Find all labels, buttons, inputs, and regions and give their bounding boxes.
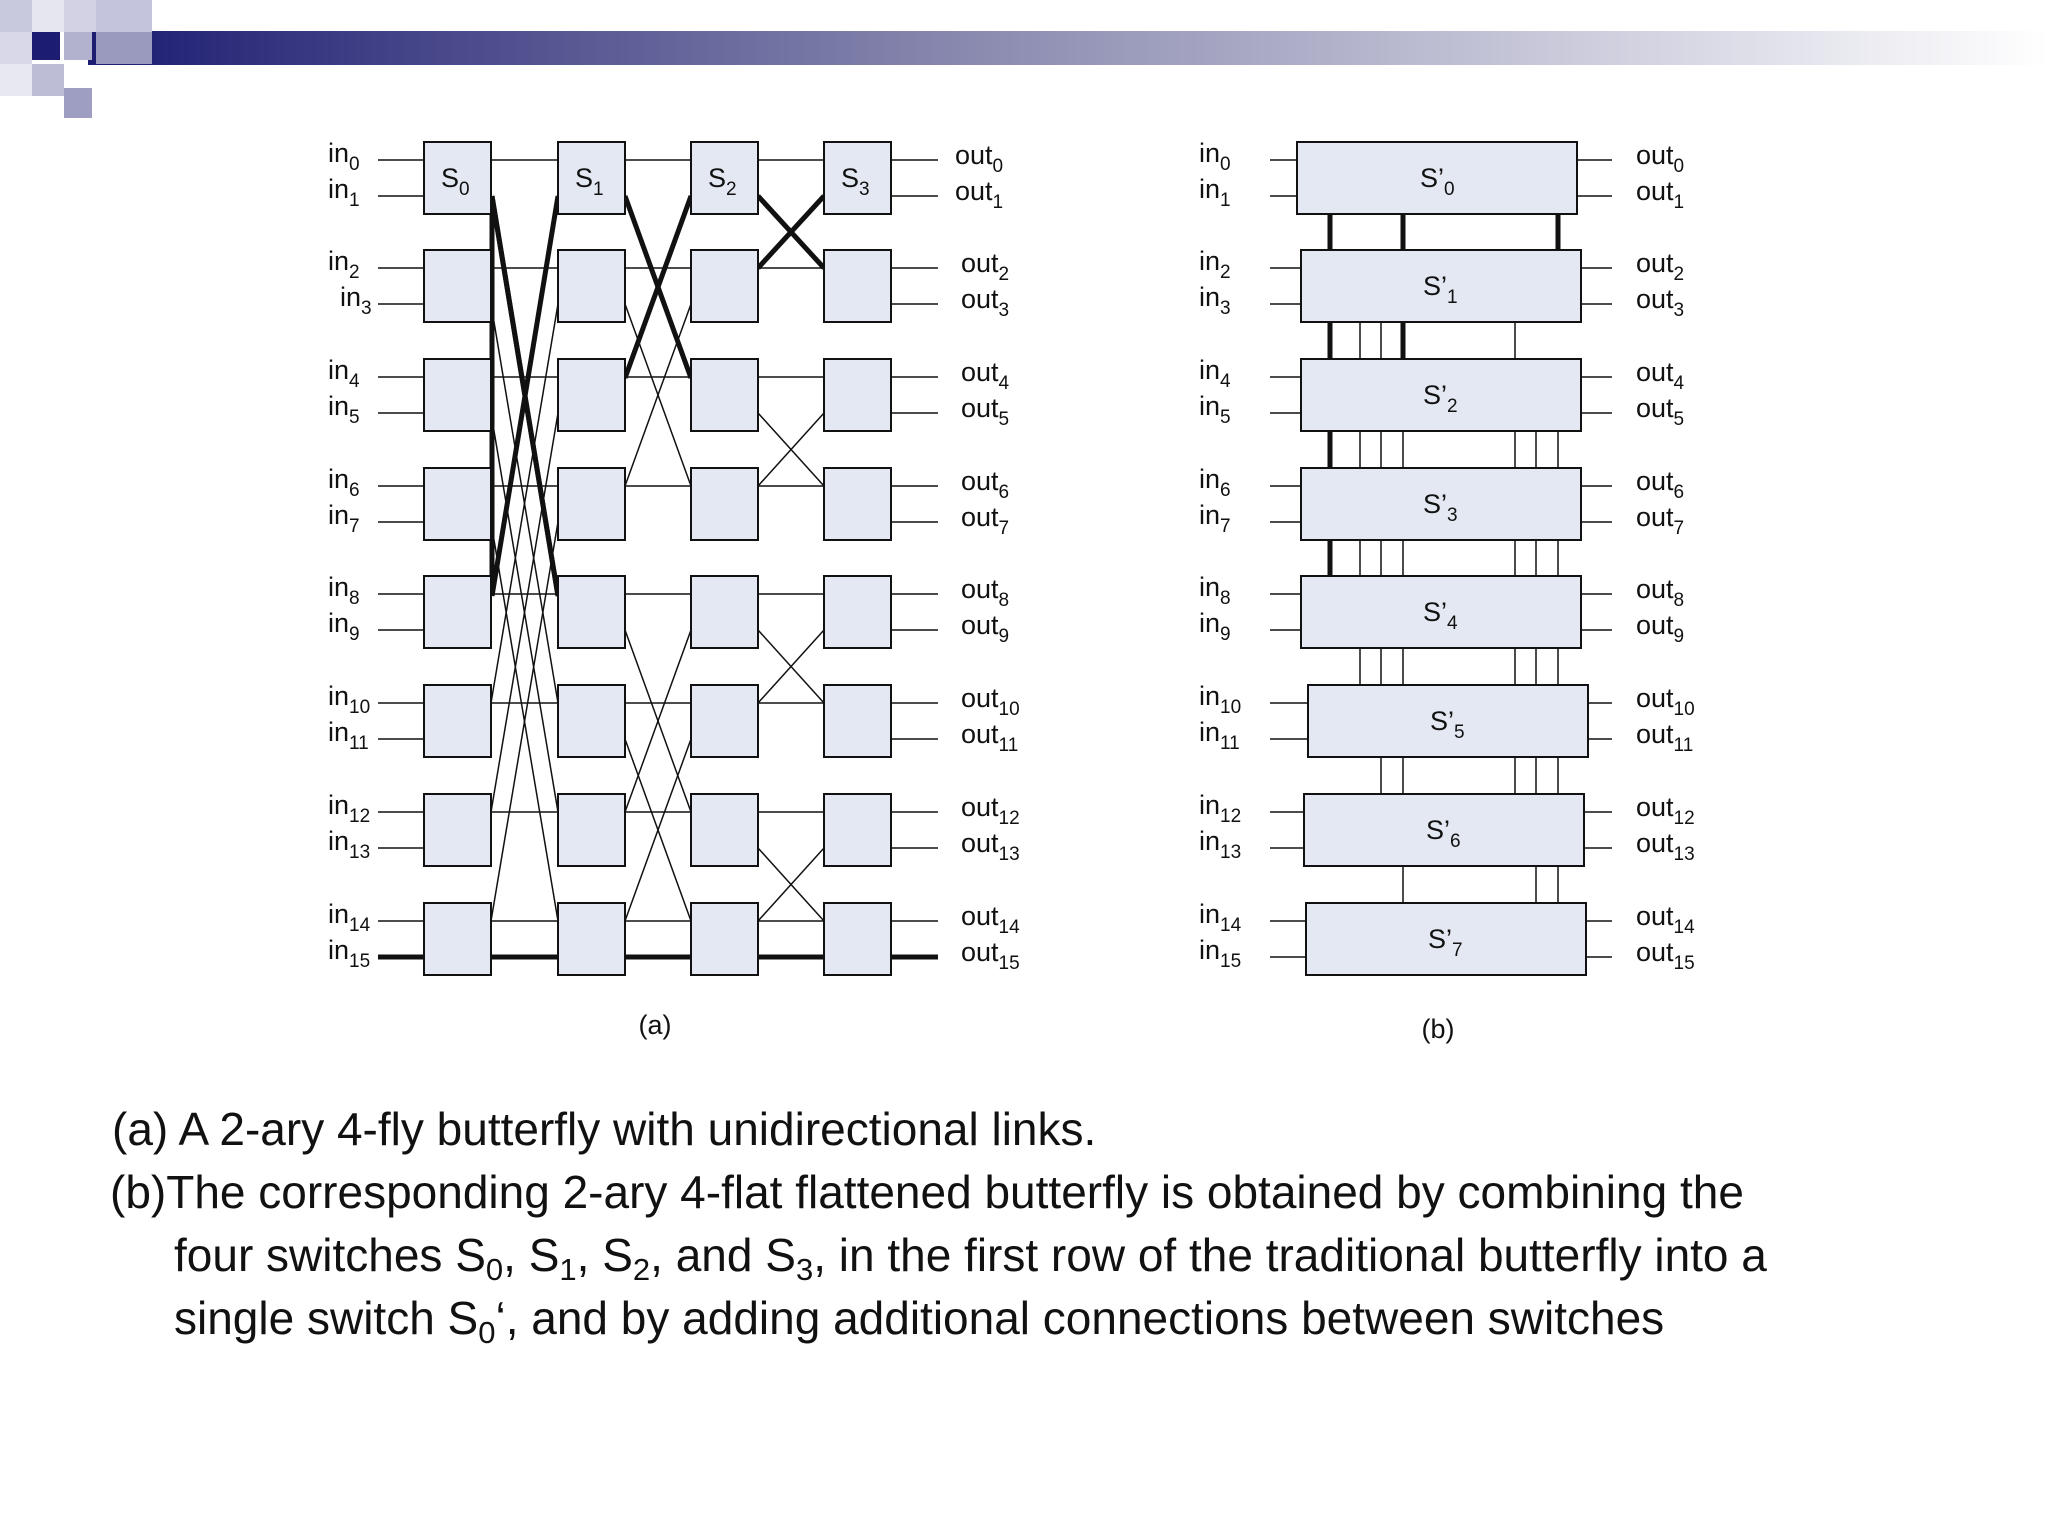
output-label: out$_8$	[961, 574, 1010, 611]
input-label: $in_{10}$	[1199, 681, 1242, 718]
switch-label-s-prime-7: $S’_7$	[1428, 924, 1463, 961]
output-label: out$_{13}$	[1636, 828, 1695, 865]
input-label: $in_8$	[328, 572, 360, 609]
input-label: $in_{12}$	[328, 790, 371, 827]
switch-box	[558, 576, 625, 648]
input-label: $in_1$	[1199, 174, 1231, 211]
switch-label-s-prime-1: $S’_1$	[1423, 271, 1458, 308]
output-label: out$_{13}$	[961, 828, 1020, 865]
switch-box	[691, 576, 758, 648]
input-label: $in_{11}$	[1199, 717, 1240, 754]
output-label: out$_{11}$	[961, 719, 1019, 756]
output-label: out$_2$	[961, 248, 1010, 285]
output-label: out$_0$	[955, 140, 1004, 177]
output-label: out$_4$	[1636, 357, 1685, 394]
input-label: $in_2$	[328, 246, 360, 283]
switch-box	[824, 576, 891, 648]
output-label: out$_5$	[1636, 393, 1685, 430]
input-label: $in_1$	[328, 174, 360, 211]
switch-box	[691, 903, 758, 975]
input-label: $in_6$	[328, 464, 360, 501]
switch-label-s-prime-5: $S’_5$	[1430, 706, 1465, 743]
switch-label-s1: $S_1$	[575, 163, 604, 200]
input-label: $in_7$	[328, 500, 360, 537]
output-label: out$_8$	[1636, 574, 1685, 611]
switch-box	[691, 685, 758, 757]
input-label: $in_4$	[328, 355, 360, 392]
switch-box	[424, 576, 491, 648]
input-label: $in_9$	[328, 608, 360, 645]
switch-box	[691, 359, 758, 431]
output-label: out$_0$	[1636, 140, 1685, 177]
caption-b-line2: four switches $S_0$, $S_1$, $S_2$, and $S_3$, in the first row of the traditional butterfly into a	[174, 1229, 1767, 1287]
switch-label-s3: $S_3$	[841, 163, 870, 200]
input-label: $in_{15}$	[328, 935, 371, 972]
output-label: out$_6$	[1636, 466, 1685, 503]
switch-box	[424, 685, 491, 757]
output-label: out$_{14}$	[961, 901, 1020, 938]
output-label: out$_{12}$	[961, 792, 1020, 829]
caption-b-line1: (b)The corresponding 2-ary 4-flat flattened butterfly is obtained by combining the	[110, 1166, 1744, 1218]
input-label: $in_{13}$	[1199, 826, 1242, 863]
switch-box	[824, 468, 891, 540]
switch-box	[558, 468, 625, 540]
switch-label-s-prime-6: $S’_6$	[1426, 815, 1461, 852]
input-label: $in_{11}$	[328, 717, 369, 754]
output-label: out$_4$	[961, 357, 1010, 394]
output-label: out$_{14}$	[1636, 901, 1695, 938]
switch-box	[424, 468, 491, 540]
switch-box	[691, 250, 758, 322]
switch-label-s-prime-0: $S’_0$	[1420, 163, 1455, 200]
caption-a-label: (a)	[638, 1010, 672, 1040]
switch-box	[691, 794, 758, 866]
output-label: out$_6$	[961, 466, 1010, 503]
caption-a: (a) A 2-ary 4-fly butterfly with unidirectional links.	[112, 1103, 1097, 1155]
diagram-b-flattened-butterfly	[1199, 138, 1695, 1044]
switch-label-s-prime-4: $S’_4$	[1423, 597, 1458, 634]
switch-box	[558, 903, 625, 975]
switch-box	[424, 794, 491, 866]
switch-label-s-prime-2: $S’_2$	[1423, 380, 1458, 417]
switch-box	[691, 468, 758, 540]
switch-label-s2: $S_2$	[708, 163, 737, 200]
caption-block	[112, 1098, 1992, 1350]
diagram-a-butterfly	[328, 138, 1020, 1040]
output-label: out$_{15}$	[1636, 937, 1695, 974]
input-label: $in_3$	[340, 282, 372, 319]
switch-box	[424, 250, 491, 322]
switch-label-s0: $S_0$	[441, 163, 470, 200]
input-label: $in_5$	[1199, 391, 1231, 428]
input-label: $in_2$	[1199, 246, 1231, 283]
switch-label-s-prime-3: $S’_3$	[1423, 489, 1458, 526]
switch-box	[424, 359, 491, 431]
input-label: $in_7$	[1199, 500, 1231, 537]
output-label: out$_{12}$	[1636, 792, 1695, 829]
input-label: $in_3$	[1199, 282, 1231, 319]
output-label: out$_{15}$	[961, 937, 1020, 974]
input-label: $in_9$	[1199, 608, 1231, 645]
output-label: out$_1$	[1636, 176, 1685, 213]
output-label: out$_{10}$	[961, 683, 1020, 720]
output-label: out$_{10}$	[1636, 683, 1695, 720]
switch-box	[824, 250, 891, 322]
switch-box	[824, 359, 891, 431]
switch-box	[424, 903, 491, 975]
output-label: out$_1$	[955, 176, 1004, 213]
input-label: $in_{12}$	[1199, 790, 1242, 827]
output-label: out$_3$	[1636, 284, 1685, 321]
input-label: $in_4$	[1199, 355, 1231, 392]
output-label: out$_9$	[961, 610, 1010, 647]
output-label: out$_{11}$	[1636, 719, 1694, 756]
caption-b-line3: single switch $S_0‘$, and by adding additional connections between switches	[174, 1292, 1665, 1350]
switch-box	[824, 794, 891, 866]
output-label: out$_7$	[961, 502, 1010, 539]
output-label: out$_9$	[1636, 610, 1685, 647]
caption-b-label: (b)	[1421, 1014, 1455, 1044]
switch-box	[824, 903, 891, 975]
output-label: out$_3$	[961, 284, 1010, 321]
switch-box	[558, 685, 625, 757]
input-label: $in_{10}$	[328, 681, 371, 718]
input-label: $in_0$	[1199, 138, 1231, 175]
input-label: $in_{14}$	[328, 899, 371, 936]
output-label: out$_2$	[1636, 248, 1685, 285]
switch-box	[824, 685, 891, 757]
input-label: $in_{13}$	[328, 826, 371, 863]
output-label: out$_5$	[961, 393, 1010, 430]
switch-box	[558, 250, 625, 322]
switch-box	[558, 794, 625, 866]
input-label: $in_6$	[1199, 464, 1231, 501]
input-label: $in_{15}$	[1199, 935, 1242, 972]
input-label: $in_0$	[328, 138, 360, 175]
input-label: $in_{14}$	[1199, 899, 1242, 936]
input-label: $in_8$	[1199, 572, 1231, 609]
output-label: out$_7$	[1636, 502, 1685, 539]
switch-box	[558, 359, 625, 431]
input-label: $in_5$	[328, 391, 360, 428]
